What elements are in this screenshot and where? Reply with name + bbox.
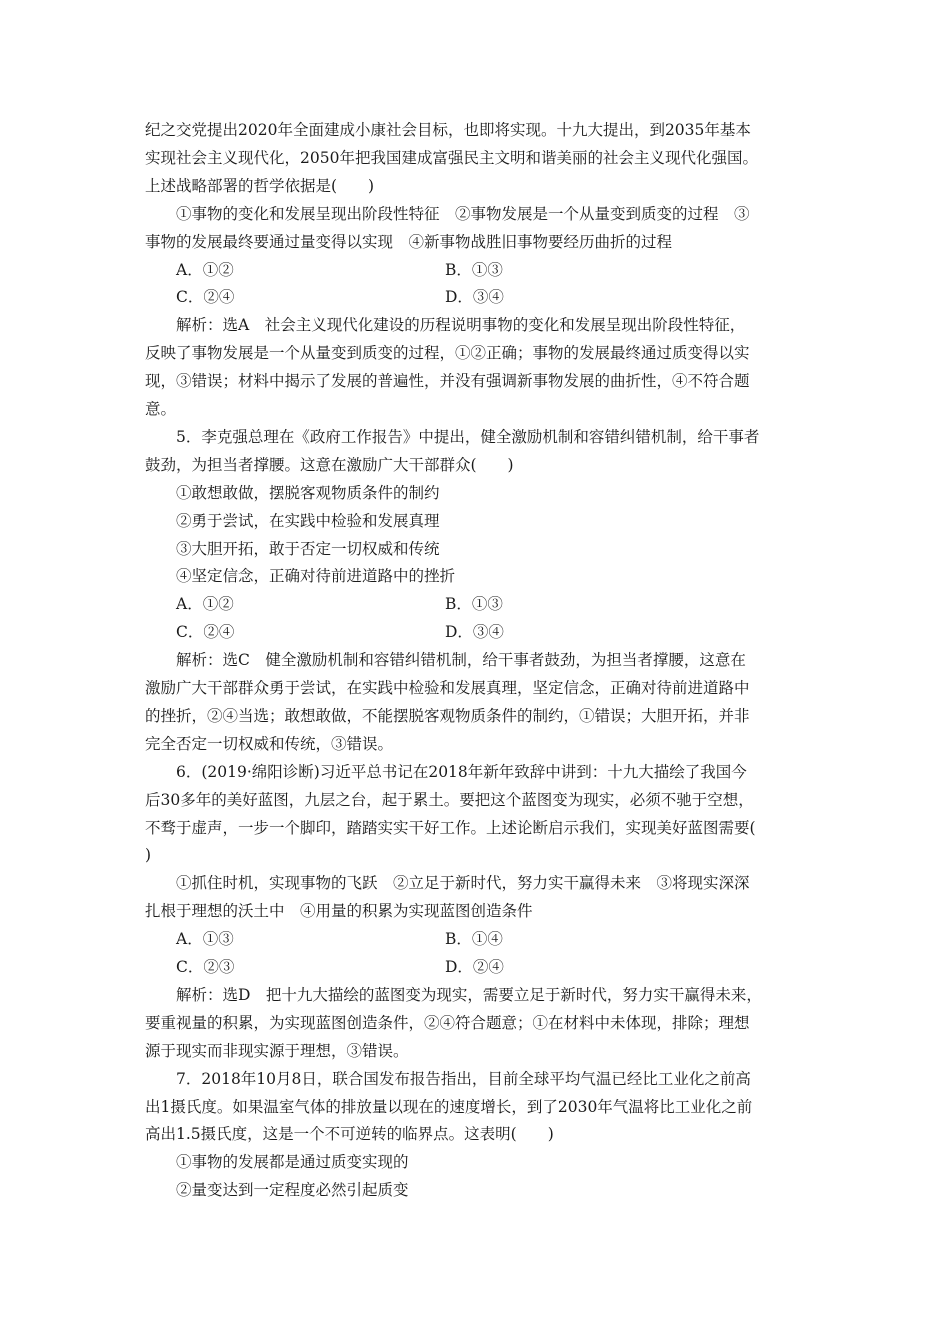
option-left: A．①③ bbox=[176, 930, 234, 948]
option-left: C．②④ bbox=[176, 288, 235, 306]
text-line: 激励广大干部群众勇于尝试，在实践中检验和发展真理，坚定信念，正确对待前进道路中 bbox=[145, 679, 750, 697]
text-line: 纪之交党提出2020年全面建成小康社会目标，也即将实现。十九大提出，到2035年基本 bbox=[145, 121, 751, 139]
option-right: B．①③ bbox=[445, 595, 503, 613]
options-row bbox=[176, 957, 846, 977]
option-right: D．③④ bbox=[445, 288, 504, 306]
text-line: ②量变达到一定程度必然引起质变 bbox=[176, 1181, 409, 1199]
options-row bbox=[176, 594, 846, 614]
option-right: B．①③ bbox=[445, 261, 503, 279]
text-line: 出1摄氏度。如果温室气体的排放量以现在的速度增长，到了2030年气温将比工业化之前 bbox=[145, 1098, 753, 1116]
options-row bbox=[176, 622, 846, 642]
text-line: ①事物的发展都是通过质变实现的 bbox=[176, 1153, 409, 1171]
option-left: C．②③ bbox=[176, 958, 235, 976]
text-line: 5．李克强总理在《政府工作报告》中提出，健全激励机制和容错纠错机制，给干事者 bbox=[176, 428, 760, 446]
text-line: 6．(2019·绵阳诊断)习近平总书记在2018年新年致辞中讲到：十九大描绘了我国今 bbox=[176, 763, 747, 781]
text-line: ①事物的变化和发展呈现出阶段性特征 ②事物发展是一个从量变到质变的过程 ③ bbox=[176, 205, 750, 223]
text-line: 要重视量的积累，为实现蓝图创造条件，②④符合题意；①在材料中未体现，排除；理想 bbox=[145, 1014, 750, 1032]
option-left: A．①② bbox=[176, 261, 234, 279]
text-line: ④坚定信念，正确对待前进道路中的挫折 bbox=[176, 567, 456, 585]
text-line: 鼓劲，为担当者撑腰。这意在激励广大干部群众( ) bbox=[145, 456, 514, 474]
option-right: D．②④ bbox=[445, 958, 504, 976]
text-line: 事物的发展最终要通过量变得以实现 ④新事物战胜旧事物要经历曲折的过程 bbox=[145, 233, 673, 251]
text-line: 反映了事物发展是一个从量变到质变的过程，①②正确；事物的发展最终通过质变得以实 bbox=[145, 344, 750, 362]
text-line: ③大胆开拓，敢于否定一切权威和传统 bbox=[176, 540, 440, 558]
text-line: 解析：选C 健全激励机制和容错纠错机制，给干事者鼓劲，为担当者撑腰，这意在 bbox=[176, 651, 746, 669]
text-line: 完全否定一切权威和传统，③错误。 bbox=[145, 735, 394, 753]
text-line: 源于现实而非现实源于理想，③错误。 bbox=[145, 1042, 409, 1060]
text-line: 的挫折，②④当选；敢想敢做，不能摆脱客观物质条件的制约，①错误；大胆开拓，并非 bbox=[145, 707, 750, 725]
text-line: 解析：选A 社会主义现代化建设的历程说明事物的变化和发展呈现出阶段性特征， bbox=[176, 316, 746, 334]
text-line: ①敢想敢做，摆脱客观物质条件的制约 bbox=[176, 484, 440, 502]
text-line: 上述战略部署的哲学依据是( ) bbox=[145, 177, 375, 195]
option-left: C．②④ bbox=[176, 623, 235, 641]
text-line: 高出1.5摄氏度，这是一个不可逆转的临界点。这表明( ) bbox=[145, 1125, 554, 1143]
text-line: 意。 bbox=[145, 400, 177, 418]
options-row bbox=[176, 929, 846, 949]
text-line: 解析：选D 把十九大描绘的蓝图变为现实，需要立足于新时代，努力实干赢得未来， bbox=[176, 986, 762, 1004]
option-right: B．①④ bbox=[445, 930, 503, 948]
text-line: 后30多年的美好蓝图，九层之台，起于累土。要把这个蓝图变为现实，必须不驰于空想， bbox=[145, 791, 754, 809]
text-line: ) bbox=[145, 846, 152, 864]
text-line: 现，③错误；材料中揭示了发展的普遍性，并没有强调新事物发展的曲折性，④不符合题 bbox=[145, 372, 750, 390]
text-line: ①抓住时机，实现事物的飞跃 ②立足于新时代，努力实干赢得未来 ③将现实深深 bbox=[176, 874, 750, 892]
options-row bbox=[176, 260, 846, 280]
text-line: 实现社会主义现代化，2050年把我国建成富强民主文明和谐美丽的社会主义现代化强国。 bbox=[145, 149, 758, 167]
text-line: 不骛于虚声，一步一个脚印，踏踏实实干好工作。上述论断启示我们，实现美好蓝图需要( bbox=[145, 819, 756, 837]
text-line: ②勇于尝试，在实践中检验和发展真理 bbox=[176, 512, 440, 530]
text-line: 7．2018年10月8日，联合国发布报告指出，目前全球平均气温已经比工业化之前高 bbox=[176, 1070, 751, 1088]
option-right: D．③④ bbox=[445, 623, 504, 641]
options-row bbox=[176, 287, 846, 307]
option-left: A．①② bbox=[176, 595, 234, 613]
text-line: 扎根于理想的沃土中 ④用量的积累为实现蓝图创造条件 bbox=[145, 902, 533, 920]
